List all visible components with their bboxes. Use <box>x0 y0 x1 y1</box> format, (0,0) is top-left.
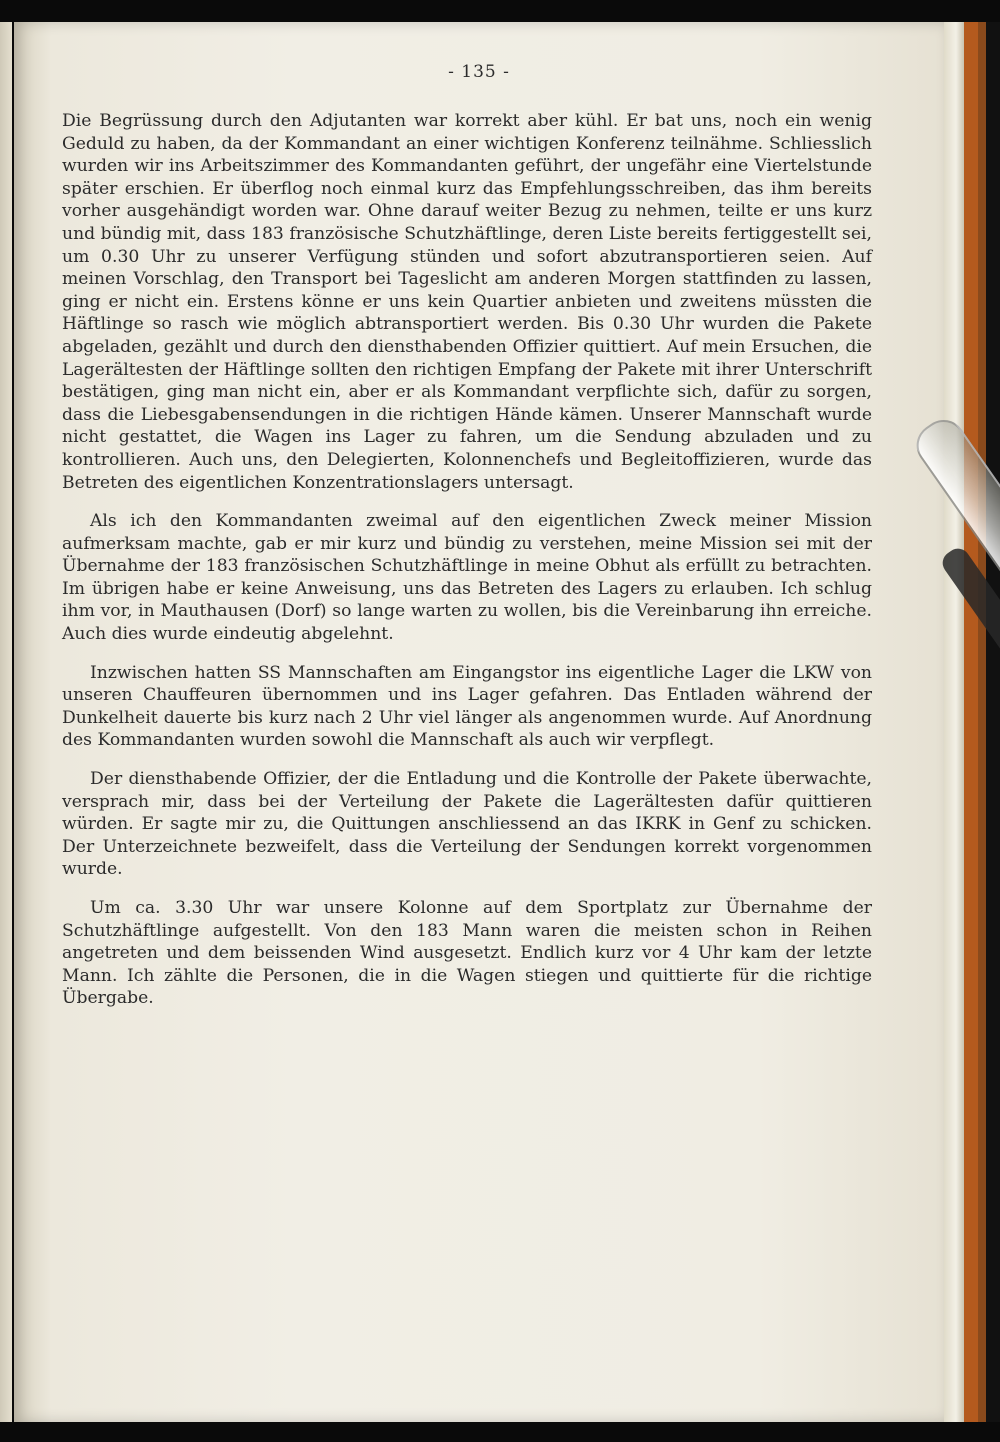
previous-page-edge <box>0 22 12 1422</box>
book-cover-edge <box>964 22 978 1422</box>
paragraph-4: Der diensthabende Offizier, der die Entladung und die Kontrolle der Pakete überwachte, versprach mir, dass bei der Verteilung der Pakete die Lagerältesten dafür quittieren würden. Er sagte mir zu, die Quittungen anschliessend an das IKRK in Genf zu schicken. Der Unterzeichnete bezweifelt, dass die Verteilung der Sendungen korrekt vorgenommen wurde. <box>62 769 872 880</box>
paragraph-1: Die Begrüssung durch den Adjutanten war korrekt aber kühl. Er bat uns, noch ein wenig Geduld zu haben, da der Kommandant an einer wichtigen Konferenz teilnähme. Schliesslich wurden wir ins Arbeitszimmer des Kommandanten geführt, der ungefähr eine Viertelstunde später erschien. Er überflog noch einmal kurz das Empfehlungsschreiben, das ihm bereits vorher ausgehändigt worden war. Ohne darauf weiter Bezug zu nehmen, teilte er uns kurz und bündig mit, dass 183 französische Schutzhäftlinge, deren Liste bereits fertiggestellt sei, um 0.30 Uhr zu unserer Verfügung stünden und sofort abzutransportieren seien. Auf meinen Vorschlag, den Transport bei Tageslicht am anderen Morgen stattfinden zu lassen, ging er nicht ein. Erstens könne er uns kein Quartier anbieten und zweitens müssten die Häftlinge so rasch wie möglich abtransportiert werden. Bis 0.30 Uhr wurden die Pakete abgeladen, gezählt und durch den diensthabenden Offizier quittiert. Auf mein Ersuchen, die Lagerältesten der Häftlinge sollten den richtigen Empfang der Pakete mit ihrer Unterschrift bestätigen, ging man nicht ein, aber er als Kommandant verpflichte sich, dafür zu sorgen, dass die Liebesgabensendungen in die richtigen Hände kämen. Unserer Mannschaft wurde nicht gestattet, die Wagen ins Lager zu fahren, um die Sendung abzuladen und zu kontrollieren. Auch uns, den Delegierten, Kolonnenchefs und Begleitoffizieren, wurde das Betreten des eigentlichen Konzentrationslagers untersagt. <box>62 111 872 493</box>
paragraph-5: Um ca. 3.30 Uhr war unsere Kolonne auf dem Sportplatz zur Übernahme der Schutzhäftlinge aufgestellt. Von den 183 Mann waren die meisten schon in Reihen angetreten und dem beissenden Wind ausgesetzt. Endlich kurz vor 4 Uhr kam der letzte Mann. Ich zählte die Personen, die in die Wagen stiegen und quittierte für die richtige Übergabe. <box>62 898 872 1009</box>
page-number: - 135 - <box>448 62 510 82</box>
page-stack-edge <box>944 22 964 1422</box>
scan-background <box>986 22 1000 1422</box>
paragraph-2: Als ich den Kommandanten zweimal auf den eigentlichen Zweck meiner Mission aufmerksam machte, gab er mir kurz und bündig zu verstehen, meine Mission sei mit der Übernahme der 183 französischen Schutzhäftlinge in meine Obhut als erfüllt zu betrachten. Im übrigen habe er keine Anweisung, uns das Betreten des Lagers zu erlauben. Ich schlug ihm vor, in Mauthausen (Dorf) so lange warten zu wollen, bis die Vereinbarung ihn erreiche. Auch dies wurde eindeutig abgelehnt. <box>62 511 872 645</box>
book-cover-shadow <box>978 22 986 1422</box>
body-text <box>62 110 872 1026</box>
book-page <box>14 22 944 1422</box>
paragraph-3: Inzwischen hatten SS Mannschaften am Eingangstor ins eigentliche Lager die LKW von unseren Chauffeuren übernommen und ins Lager gefahren. Das Entladen während der Dunkelheit dauerte bis kurz nach 2 Uhr viel länger als angenommen wurde. Auf Anordnung des Kommandanten wurden sowohl die Mannschaft als auch wir verpflegt. <box>62 662 872 751</box>
